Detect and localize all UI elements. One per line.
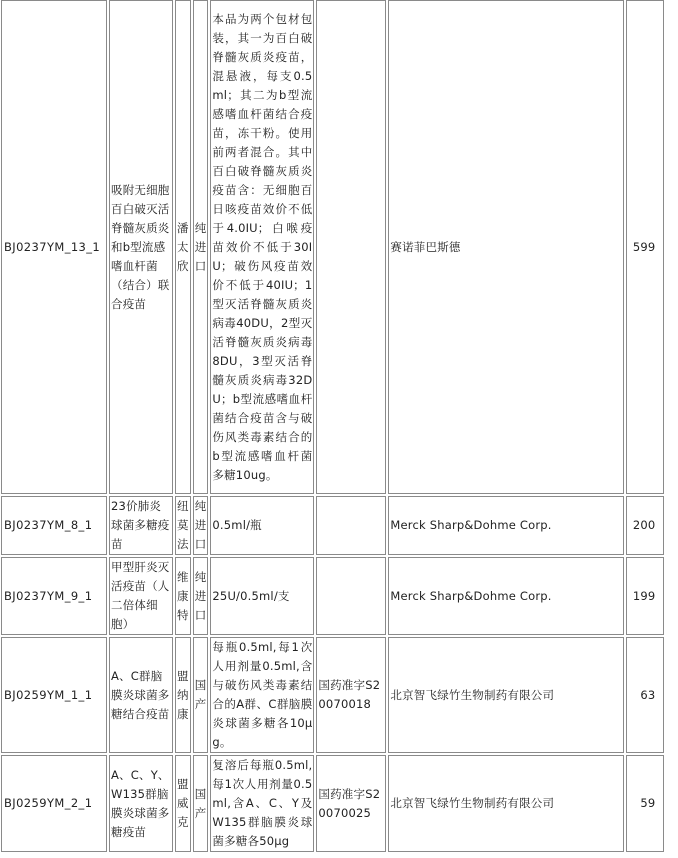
approval-number-cell: 国药准字S20070025 [316, 755, 386, 852]
price-cell: 599 [626, 0, 664, 494]
price-cell: 63 [626, 637, 664, 753]
company-cell: 北京智飞绿竹生物制药有限公司 [388, 755, 624, 852]
approval-number-cell [316, 496, 386, 555]
product-code-cell: BJ0237YM_8_1 [1, 496, 107, 555]
specification-cell: 每瓶0.5ml,每1次人用剂量0.5ml,含与破伤风类毒素结合的A群、C群脑膜炎球菌多糖各10μg。 [210, 637, 314, 753]
import-type-cell: 纯进口 [193, 557, 209, 635]
approval-number-cell [316, 557, 386, 635]
import-type-cell: 国产 [193, 755, 209, 852]
import-type-cell: 国产 [193, 637, 209, 753]
trade-name-cell: 维康特 [175, 557, 191, 635]
price-cell: 59 [626, 755, 664, 852]
product-code-cell: BJ0259YM_1_1 [1, 637, 107, 753]
product-code-cell: BJ0259YM_2_1 [1, 755, 107, 852]
product-name-cell: 甲型肝炎灭活疫苗（人二倍体细胞） [109, 557, 173, 635]
trade-name-cell: 潘太欣 [175, 0, 191, 494]
trade-name-cell: 盟威克 [175, 755, 191, 852]
specification-cell: 复溶后每瓶0.5ml,每1次人用剂量0.5ml,含A、C、Y及W135群脑膜炎球菌多糖各50μg [210, 755, 314, 852]
table-row [1, 637, 664, 753]
approval-number-cell: 国药准字S20070018 [316, 637, 386, 753]
table-row [1, 496, 664, 555]
company-cell: Merck Sharp&Dohme Corp. [388, 496, 624, 555]
product-name-cell: A、C群脑膜炎球菌多糖结合疫苗 [109, 637, 173, 753]
product-name-cell: 23价肺炎球菌多糖疫苗 [109, 496, 173, 555]
company-cell: Merck Sharp&Dohme Corp. [388, 557, 624, 635]
table-row [1, 0, 664, 494]
company-cell: 北京智飞绿竹生物制药有限公司 [388, 637, 624, 753]
product-name-cell: A、C、Y、W135群脑膜炎球菌多糖疫苗 [109, 755, 173, 852]
import-type-cell: 纯进口 [193, 496, 209, 555]
trade-name-cell: 纽莫法 [175, 496, 191, 555]
table-row [1, 557, 664, 635]
company-cell: 赛诺菲巴斯德 [388, 0, 624, 494]
table-row [1, 755, 664, 852]
specification-cell: 25U/0.5ml/支 [210, 557, 314, 635]
product-name-cell: 吸附无细胞百白破灭活脊髓灰质炎和b型流感嗜血杆菌（结合）联合疫苗 [109, 0, 173, 494]
price-cell: 199 [626, 557, 664, 635]
product-code-cell: BJ0237YM_9_1 [1, 557, 107, 635]
specification-cell: 0.5ml/瓶 [210, 496, 314, 555]
product-code-cell: BJ0237YM_13_1 [1, 0, 107, 494]
price-cell: 200 [626, 496, 664, 555]
import-type-cell: 纯进口 [193, 0, 209, 494]
specification-cell: 本品为两个包材包装，其一为百白破脊髓灰质炎疫苗，混悬液，每支0.5ml；其二为b型流感嗜血杆菌结合疫苗，冻干粉。使用前两者混合。其中百白破脊髓灰质炎疫苗含：无细胞百日咳疫苗效价不低于4.0IU；白喉疫苗效价不低于30IU；破伤风疫苗效价不低于40IU；1型灭活脊髓灰质炎病毒40DU，2型灭活脊髓灰质炎病毒8DU，3型灭活脊髓灰质炎病毒32DU；b型流感嗜血杆菌结合疫苗含与破伤风类毒素结合的b型流感嗜血杆菌多糖10ug。 [210, 0, 314, 494]
approval-number-cell [316, 0, 386, 494]
trade-name-cell: 盟纳康 [175, 637, 191, 753]
